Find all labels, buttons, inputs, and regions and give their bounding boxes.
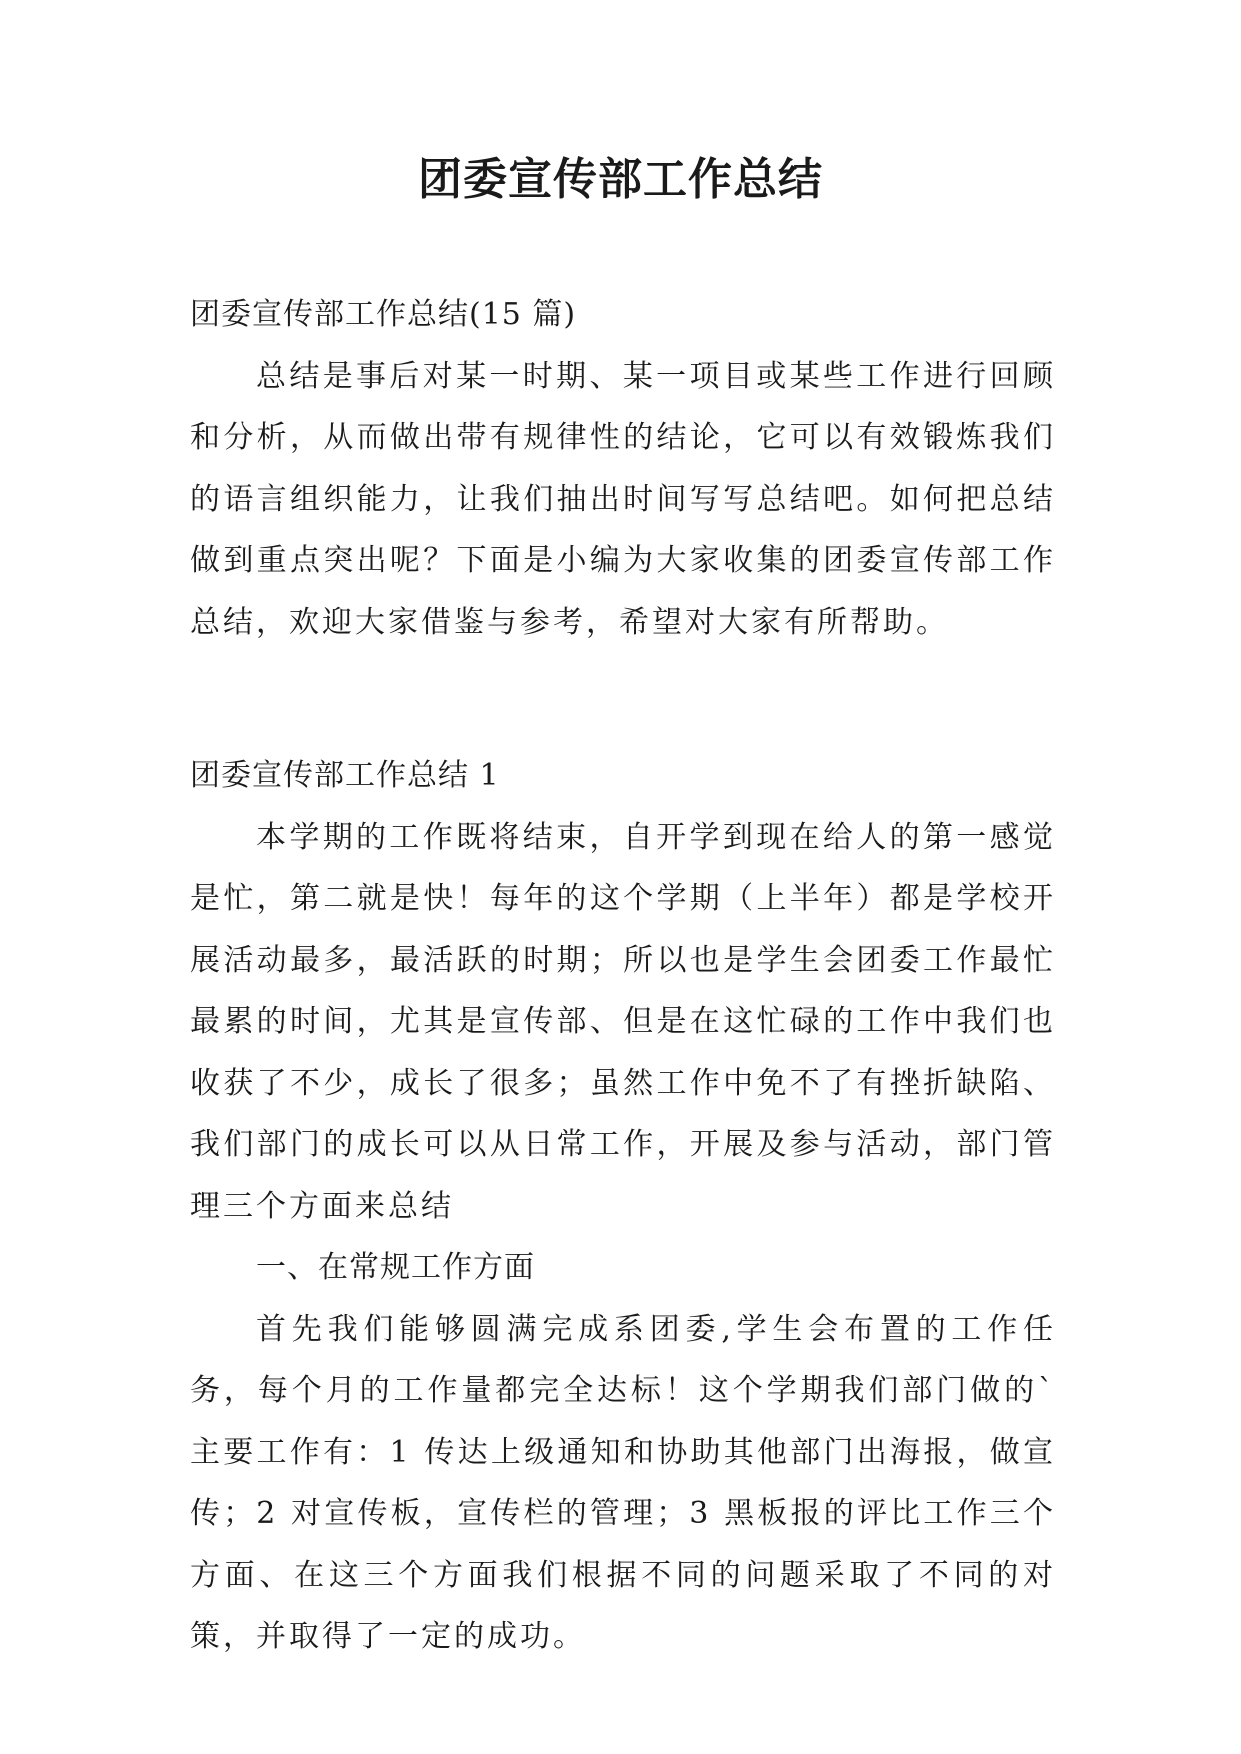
section-paragraph-2: 首先我们能够圆满完成系团委,学生会布置的工作任务，每个月的工作量都完全达标！这个学期我们部门做的`主要工作有：1 传达上级通知和协助其他部门出海报，做宣传；2 对宣传板，宣传栏的管理；3 黑板报的评比工作三个方面、在这三个方面我们根据不同的问题采取了不同的对策，并取得了一定的成功。	[190, 1311, 1056, 1654]
intro-paragraph: 总结是事后对某一时期、某一项目或某些工作进行回顾和分析，从而做出带有规律性的结论，它可以有效锻炼我们的语言组织能力，让我们抽出时间写写总结吧。如何把总结做到重点突出呢？下面是小编为大家收集的团委宣传部工作总结，欢迎大家借鉴与参考，希望对大家有所帮助。	[190, 358, 1056, 640]
document-body	[190, 284, 1056, 1668]
section-paragraph-1: 本学期的工作既将结束，自开学到现在给人的第一感觉是忙，第二就是快！每年的这个学期（上半年）都是学校开展活动最多，最活跃的时期；所以也是学生会团委工作最忙最累的时间，尤其是宣传部、但是在这忙碌的工作中我们也收获了不少，成长了很多；虽然工作中免不了有挫折缺陷、我们部门的成长可以从日常工作，开展及参与活动，部门管理三个方面来总结	[190, 819, 1056, 1224]
section-subheading: 一、在常规工作方面	[256, 1250, 535, 1285]
document-title: 团委宣传部工作总结	[418, 154, 823, 205]
section-spacer	[190, 653, 1056, 745]
section-heading: 团委宣传部工作总结 1	[190, 758, 500, 793]
document-subtitle: 团委宣传部工作总结(15 篇)	[190, 297, 577, 332]
